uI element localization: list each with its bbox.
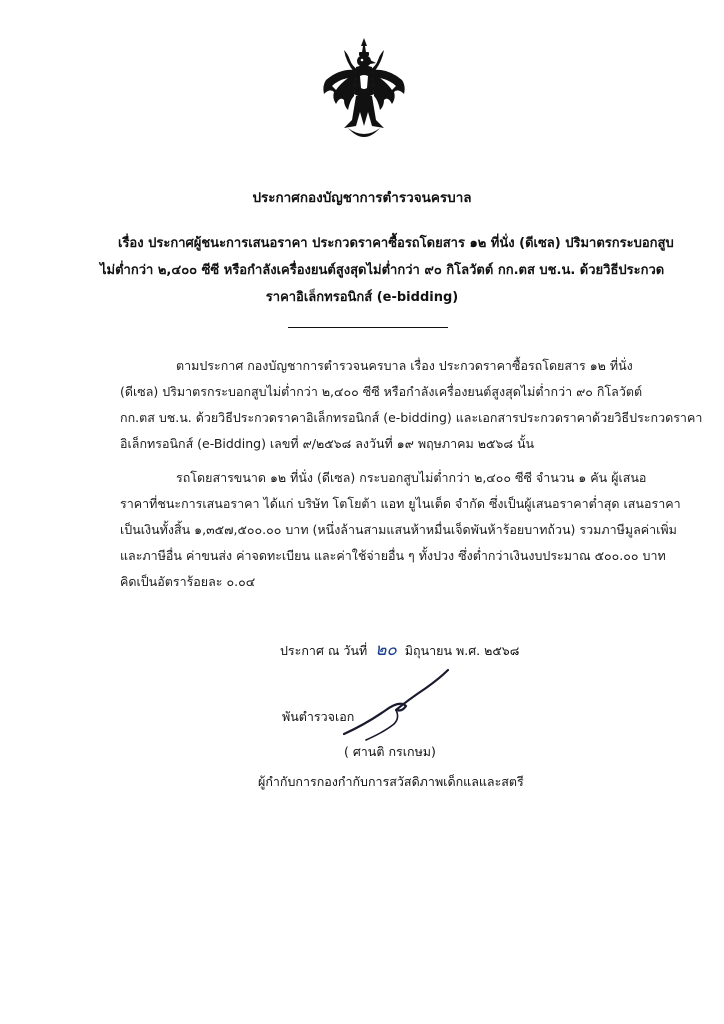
- title-divider: [288, 327, 448, 328]
- agency-title: ประกาศกองบัญชาการตำรวจนครบาล: [252, 190, 472, 206]
- paragraph2-line-4: และภาษีอื่น ค่าขนส่ง ค่าจดทะเบียน และค่าใช้จ่ายอื่น ๆ ทั้งปวง ซึ่งต่ำกว่าเงินงบประมาณ ๕๐๐.๐๐ บาท: [120, 548, 666, 563]
- paragraph1-line-1: ตามประกาศ กองบัญชาการตำรวจนครบาล เรื่อง ประกวดราคาซื้อรถโดยสาร ๑๒ ที่นั่ง: [176, 358, 633, 373]
- paragraph2-line-5: คิดเป็นอัตราร้อยละ ๐.๐๔: [120, 574, 256, 589]
- month-year: มิถุนายน พ.ศ. ๒๕๖๘: [404, 643, 520, 658]
- handwritten-day: ๒๐: [375, 640, 397, 660]
- paragraph1-line-3: กก.ตส บช.น. ด้วยวิธีประกวดราคาอิเล็กทรอนิกส์ (e-bidding) และเอกสารประกวดราคาด้วยวิธีประกวดราคา: [120, 410, 703, 425]
- paragraph2-line-1: รถโดยสารขนาด ๑๒ ที่นั่ง (ดีเซล) กระบอกสูบไม่ต่ำกว่า ๒,๔๐๐ ซีซี จำนวน ๑ คัน ผู้เสนอ: [176, 470, 647, 485]
- subject-line-2: ไม่ต่ำกว่า ๒,๔๐๐ ซีซี หรือกำลังเครื่องยนต์สูงสุดไม่ต่ำกว่า ๙๐ กิโลวัตต์ กก.ตส บช.น. ด้วยวิธีประกวด: [100, 263, 665, 278]
- signature-icon: [336, 666, 466, 746]
- announcement-date: [280, 636, 519, 663]
- signer-rank: พันตำรวจเอก: [282, 709, 355, 724]
- subject-line-3: ราคาอิเล็กทรอนิกส์ (e-bidding): [265, 290, 459, 305]
- announce-prefix: ประกาศ ณ วันที่: [280, 643, 368, 658]
- subject-line-1: เรื่อง ประกาศผู้ชนะการเสนอราคา ประกวดราคาซื้อรถโดยสาร ๑๒ ที่นั่ง (ดีเซล) ปริมาตรกระบอกสูบ: [118, 236, 674, 251]
- signer-position: ผู้กำกับการกองกำกับการสวัสดิภาพเด็กแลและสตรี: [258, 774, 524, 789]
- signer-name: ( ศานติ กรเกษม): [344, 744, 436, 759]
- paragraph1-line-2: (ดีเซล) ปริมาตรกระบอกสูบไม่ต่ำกว่า ๒,๔๐๐ ซีซี หรือกำลังเครื่องยนต์สูงสุดไม่ต่ำกว่า ๙๐ กิโลวัตต์: [120, 384, 643, 399]
- paragraph2-line-2: ราคาที่ชนะการเสนอราคา ได้แก่ บริษัท โตโยต้า แอท ยูไนเต็ด จำกัด ซึ่งเป็นผู้เสนอราคาต่ำสุด เสนอราคา: [120, 496, 681, 511]
- garuda-emblem-icon: [318, 36, 410, 148]
- paragraph1-line-4: อิเล็กทรอนิกส์ (e-Bidding) เลขที่ ๙/๒๕๖๘ ลงวันที่ ๑๙ พฤษภาคม ๒๕๖๘ นั้น: [120, 436, 535, 451]
- paragraph2-line-3: เป็นเงินทั้งสิ้น ๑,๓๕๗,๕๐๐.๐๐ บาท (หนึ่งล้านสามแสนห้าหมื่นเจ็ดพันห้าร้อยบาทถ้วน) รวมภาษีมูลค่าเพิ่ม: [120, 522, 677, 537]
